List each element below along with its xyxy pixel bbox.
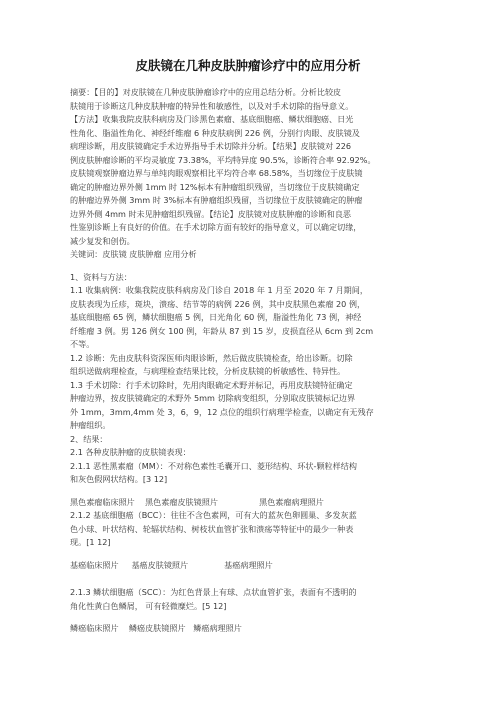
- figure-caption: 黑色素瘤皮肤镜照片: [145, 496, 218, 507]
- abstract-line: 性角化、脂溢性角化、神经纤维瘤 6 种皮肤病例 226 例，分别行肉眼、皮肤镜及: [70, 127, 360, 138]
- paragraph-line: 现。[1 12]: [70, 537, 111, 547]
- abstract-line: 皮肤镜观察肿瘤边界与单纯肉眼观察相比平均符合率 68.58%，当切缘位于皮肤镜: [70, 168, 363, 178]
- abstract-line: 【方法】收集我院皮肤科病房及门诊黑色素瘤、基底细胞癌、鳞状细胞癌、日光: [70, 114, 354, 124]
- section-heading: 2、结果：: [70, 433, 108, 444]
- paragraph-line: 色小球、叶状结构、轮辐状结构、树枝状血管扩张和溃疡等特征中的最少一种表: [70, 523, 354, 534]
- abstract-line: 性鉴别诊断上有良好的价值。在手术切除方面有较好的指导意义，可以确定切缘，: [70, 222, 362, 232]
- paragraph-line: 和灰色假网状结构。[3 12]: [70, 474, 168, 484]
- paragraph-line: 2.1.2 基底细胞癌（BCC）：往往不含色素网，可有大的蓝灰色卵圆巢、多发灰蓝: [70, 510, 357, 520]
- section-heading: 1、资料与方法：: [70, 271, 132, 282]
- figure-caption-row: [70, 496, 430, 510]
- abstract-line: 边界外侧 4mm 时未见肿瘤组织残留。【结论】皮肤镜对皮肤肿瘤的诊断和良恶: [70, 208, 352, 219]
- paragraph-line: 不等。: [70, 339, 95, 349]
- figure-caption: 基癌皮肤镜照片: [131, 559, 189, 570]
- paragraph-line: 1.2 诊断：先由皮肤科资深医师肉眼诊断，然后做皮肤镜检查，给出诊断。切除: [70, 352, 353, 363]
- abstract-line: 确定的肿瘤边界外侧 1mm 时 12%标本有肿瘤组织残留，当切缘位于皮肤镜确定: [70, 181, 360, 192]
- figure-caption: 基癌病理照片: [224, 559, 273, 570]
- paragraph-line: 1.1 收集病例：收集我院皮肤科病房及门诊自 2018 年 1 月至 2020 年 7 月期间，: [70, 285, 368, 295]
- figure-caption: 基癌临床照片: [70, 559, 119, 570]
- subsection-heading: 2.1 各种皮肤肿瘤的皮肤镜表现：: [70, 447, 191, 457]
- figure-caption: 黑色素瘤病理照片: [259, 496, 324, 507]
- paragraph-line: 1.3 手术切除：行手术切除时，先用肉眼确定术野并标记，再用皮肤镜特征确定: [70, 379, 353, 390]
- figure-caption: 鳞癌病理照片: [193, 623, 242, 633]
- figure-caption: 鳞癌临床照片: [70, 623, 119, 633]
- paragraph-line: 2.1.1 恶性黑素瘤（MM）：不对称色素性毛囊开口、菱形结构、环状-颗粒样结构: [70, 460, 357, 471]
- paragraph-line: 基底细胞癌 65 例，鳞状细胞癌 5 例，日光角化 60 例，脂溢性角化 73 例，神经: [70, 312, 362, 322]
- abstract: [70, 86, 430, 248]
- paragraph-line: 皮肤表现为丘疹，斑块，溃疡、结节等的病例 226 例，其中皮肤黑色素瘤 20 例，: [70, 298, 366, 309]
- document-body: [70, 86, 430, 636]
- figure-caption: 黑色素瘤临床照片: [70, 496, 135, 507]
- paragraph-line: 肿瘤边界，按皮肤镜确定的术野外 5mm 切除病变组织，分别取皮肤镜标记边界: [70, 393, 356, 403]
- page-title: 皮肤镜在几种皮肤肿瘤诊疗中的应用分析: [135, 58, 361, 73]
- paragraph-line: 肿瘤组织。: [70, 420, 111, 430]
- paragraph-line: 组织送做病理检查，与病理检查结果比较，分析皮肤镜的析敏感性、特异性。: [70, 366, 346, 376]
- paragraph-line: 角化性黄白色鳞屑， 可有轻微糜烂。[5 12]: [70, 600, 227, 611]
- abstract-line: 的肿瘤边界外侧 3mm 时 3%标本有肿瘤组织残留，当切缘位于皮肤镜确定的肿瘤: [70, 195, 363, 205]
- paragraph-line: 外 1mm，3mm,4mm 处 3，6，9，12 点位的组织行病理学检查，以确定有无残存: [70, 406, 374, 417]
- abstract-line: 例皮肤肿瘤诊断的平均灵敏度 73.38%，平均特异度 90.5%，诊断符合率 92.92%。: [70, 154, 376, 165]
- paragraph-line: 纤维瘤 3 例。男 126 例女 100 例，年龄从 87 到 15 岁，皮损直径从 6cm 到 2cm: [70, 325, 374, 336]
- paragraph-line: 2.1.3 鳞状细胞癌（SCC）：为红色背景上有球、点状血管扩张，表面有不透明的: [70, 587, 357, 597]
- abstract-line: 减少复发和创伤。: [70, 235, 135, 246]
- figure-caption: 鳞癌皮肤镜照片: [128, 623, 186, 633]
- abstract-line: 摘要：【目的】对皮肤镜在几种皮肤肿瘤诊疗中的应用总结分析。分析比较皮: [70, 87, 342, 97]
- abstract-line: 病理诊断，用皮肤镜确定手术边界指导手术切除并分析。【结果】皮肤镜对 226: [70, 141, 352, 151]
- figure-caption-row: [70, 622, 430, 636]
- keywords: 关键词：皮肤镜 皮肤肿瘤 应用分析: [70, 249, 197, 259]
- figure-caption-row: [70, 559, 430, 573]
- abstract-line: 肤镜用于诊断这几种皮肤肿瘤的特异性和敏感性，以及对手术切除的指导意义。: [70, 100, 354, 111]
